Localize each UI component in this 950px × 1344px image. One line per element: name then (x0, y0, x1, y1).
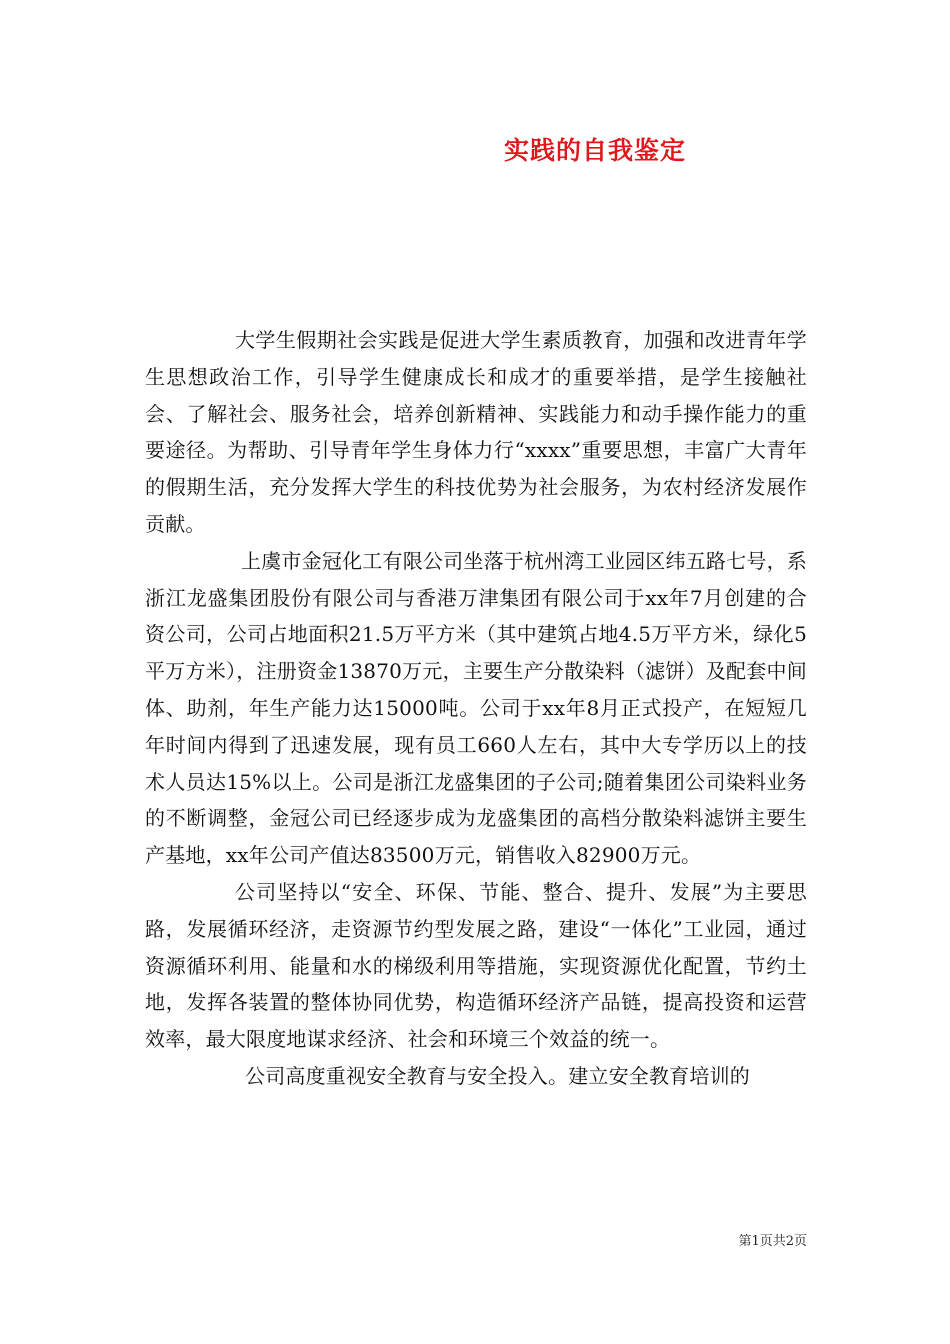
document-body (145, 322, 807, 1095)
document-title (0, 131, 950, 171)
paragraph-company-profile: 上虞市金冠化工有限公司坐落于杭州湾工业园区纬五路七号，系浙江龙盛集团股份有限公司与香港万津集团有限公司于xx年7月创建的合资公司，公司占地面积21.5万平方米（其中建筑占地4.5万平方米，绿化5平万方米），注册资金13870万元，主要生产分散染料（滤饼）及配套中间体、助剂，年生产能力达15000吨。公司于xx年8月正式投产，在短短几年时间内得到了迅速发展，现有员工660人左右，其中大专学历以上的技术人员达15%以上。公司是浙江龙盛集团的子公司;随着集团公司染料业务的不断调整，金冠公司已经逐步成为龙盛集团的高档分散染料滤饼主要生产基地，xx年公司产值达83500万元，销售收入82900万元。 (145, 548, 807, 868)
document-title-text: 实践的自我鉴定 (503, 136, 686, 165)
page-number: 第1页共2页 (738, 1234, 807, 1249)
paragraph-intro: 大学生假期社会实践是促进大学生素质教育，加强和改进青年学生思想政治工作，引导学生健康成长和成才的重要举措，是学生接触社会、了解社会、服务社会，培养创新精神、实践能力和动手操作能力的重要途径。为帮助、引导青年学生身体力行“xxxx”重要思想，丰富广大青年的假期生活，充分发挥大学生的科技优势为社会服务，为农村经济发展作贡献。 (145, 328, 807, 536)
paragraph-safety: 公司高度重视安全教育与安全投入。建立安全教育培训的 (245, 1063, 750, 1088)
paragraph-company-strategy: 公司坚持以“安全、环保、节能、整合、提升、发展”为主要思路，发展循环经济，走资源节约型发展之路，建设“一体化”工业园，通过资源循环利用、能量和水的梯级利用等措施，实现资源优化配置，节约土地，发挥各装置的整体协同优势，构造循环经济产品链，提高投资和运营效率，最大限度地谋求经济、社会和环境三个效益的统一。 (145, 879, 807, 1052)
